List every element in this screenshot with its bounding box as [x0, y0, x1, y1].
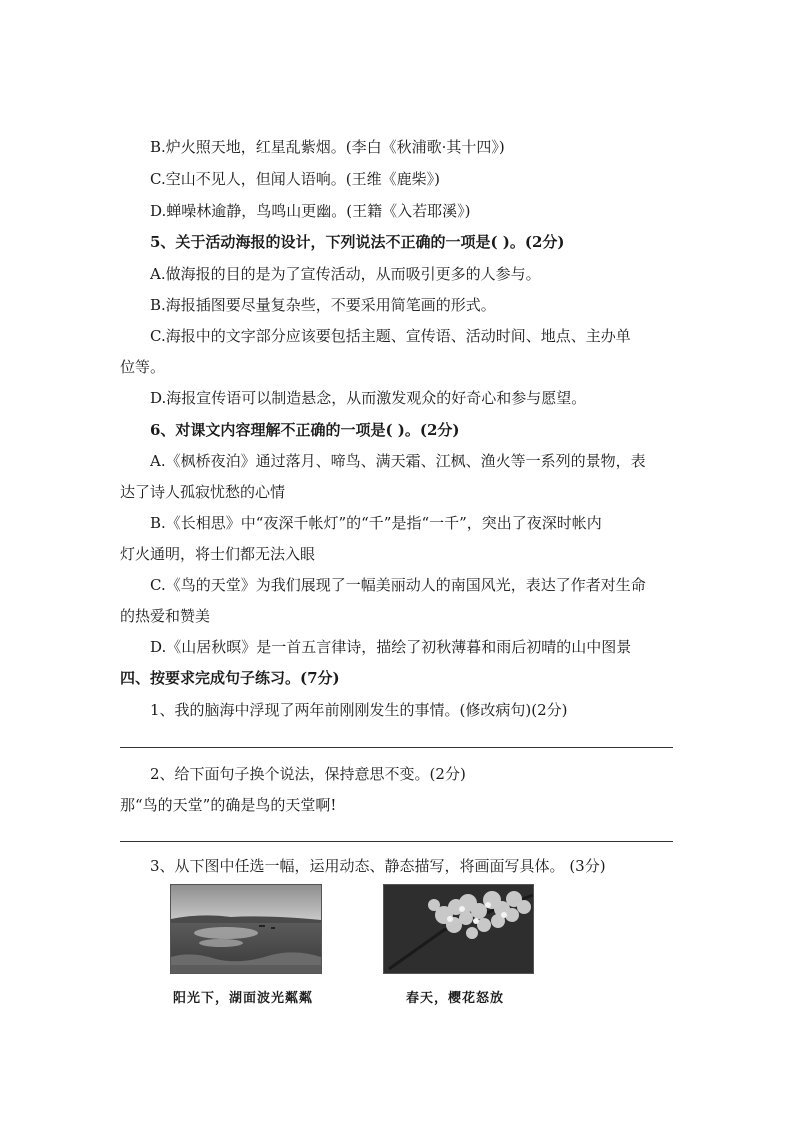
option-d: D.《山居秋暝》是一首五言律诗，描绘了初秋薄暮和雨后初晴的山中图景	[150, 638, 632, 656]
section-title: 四、按要求完成句子练习。(7分)	[120, 669, 340, 687]
option-b: B.海报插图要尽量复杂些，不要采用简笔画的形式。	[150, 296, 496, 314]
option-c-cont: 位等。	[120, 358, 166, 376]
option-d: D.蝉噪林逾静，鸟鸣山更幽。(王籍《入若耶溪》)	[150, 202, 471, 220]
option-c: C.海报中的文字部分应该要包括主题、宣传语、活动时间、地点、主办单	[150, 327, 631, 345]
option-c: C.《鸟的天堂》为我们展现了一幅美丽动人的南国风光，表达了作者对生命	[150, 576, 646, 594]
question-6-stem: 6、对课文内容理解不正确的一项是( )。(2分)	[150, 421, 460, 439]
option-c-cont: 的热爱和赞美	[120, 607, 211, 625]
sentence-task-2: 2、给下面句子换个说法，保持意思不变。(2分)	[150, 765, 466, 783]
option-a: A.做海报的目的是为了宣传活动，从而吸引更多的人参与。	[150, 265, 541, 283]
sentence-task-3: 3、从下图中任选一幅，运用动态、静态描写，将画面写具体。 (3分)	[150, 857, 606, 875]
option-a: A.《枫桥夜泊》通过落月、啼鸟、满天霜、江枫、渔火等一系列的景物，表	[150, 452, 646, 470]
option-a-cont: 达了诗人孤寂忧愁的心情	[120, 483, 286, 501]
lake-photo	[170, 884, 322, 974]
option-d: D.海报宣传语可以制造悬念，从而激发观众的好奇心和参与愿望。	[150, 389, 587, 407]
option-b-cont: 灯火通明，将士们都无法入眼	[120, 545, 316, 563]
lake-caption: 阳光下，湖面波光粼粼	[173, 991, 314, 1006]
option-c: C.空山不见人，但闻人语响。(王维《鹿柴》)	[150, 170, 440, 188]
lake-photo-svg	[171, 885, 321, 973]
sentence-task-1: 1、我的脑海中浮现了两年前刚刚发生的事情。(修改病句)(2分)	[150, 701, 568, 719]
option-b: B.炉火照天地，红星乱紫烟。(李白《秋浦歌·其十四》)	[150, 138, 505, 156]
question-5-stem: 5、关于活动海报的设计，下列说法不正确的一项是( )。(2分)	[150, 233, 565, 251]
answer-line-2[interactable]	[120, 841, 673, 842]
sentence-task-2-text: 那“鸟的天堂”的确是鸟的天堂啊!	[120, 796, 337, 814]
cherry-blossom-photo	[383, 884, 534, 974]
cherry-caption: 春天，樱花怒放	[406, 991, 505, 1006]
answer-line-1[interactable]	[120, 747, 673, 748]
option-b: B.《长相思》中“夜深千帐灯”的“千”是指“一千”，突出了夜深时帐内	[150, 514, 602, 532]
cherry-blossom-svg	[384, 885, 533, 973]
